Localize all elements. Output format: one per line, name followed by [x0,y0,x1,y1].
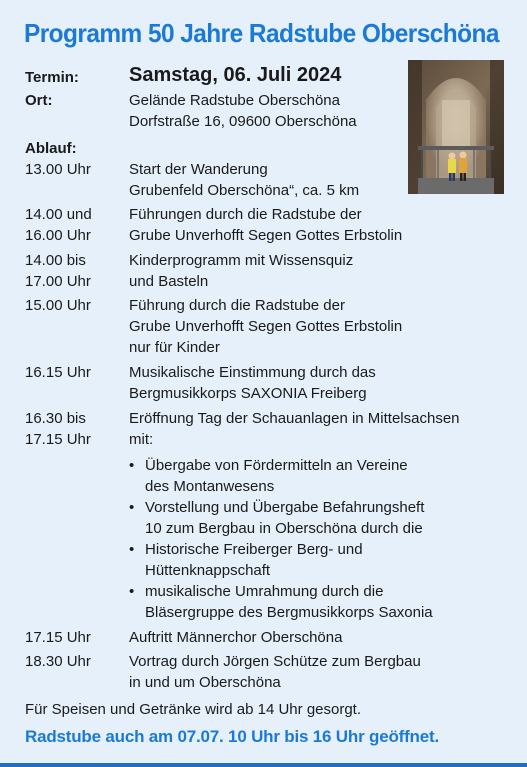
bullet-marker: • [129,583,135,600]
termin-label: Termin: [25,69,79,86]
schedule-text: Vortrag durch Jörgen Schütze zum Bergbau [129,653,421,670]
schedule-text: Führungen durch die Radstube der [129,206,362,223]
schedule-time: 14.00 bis [25,252,86,269]
ablauf-label: Ablauf: [25,140,77,157]
schedule-text: mit: [129,431,154,448]
bullet-text: Vorstellung und Übergabe Befahrungsheft [145,499,425,516]
schedule-text: Start der Wanderung [129,161,268,178]
schedule-text: Eröffnung Tag der Schauanlagen in Mittelsachsen [129,410,460,427]
schedule-text: Kinderprogramm mit Wissensquiz [129,252,354,269]
schedule-text: Grube Unverhofft Segen Gottes Erbstolin [129,318,403,335]
schedule-time: 17.15 Uhr [25,629,91,646]
ort-line-1: Gelände Radstube Oberschöna [129,92,340,109]
schedule-time: 18.30 Uhr [25,653,91,670]
bullet-text: musikalische Umrahmung durch die [145,583,384,600]
schedule-time: 13.00 Uhr [25,161,91,178]
schedule-time: 15.00 Uhr [25,297,91,314]
schedule-time: 16.30 bis [25,410,86,427]
schedule-text: Musikalische Einstimmung durch das [129,364,376,381]
schedule-text: Grubenfeld Oberschöna“, ca. 5 km [129,182,360,199]
mine-photo [408,60,504,194]
ort-line-2: Dorfstraße 16, 09600 Oberschöna [129,113,357,130]
schedule-text: Führung durch die Radstube der [129,297,345,314]
bullet-marker: • [129,499,135,516]
schedule-text: und Basteln [129,273,209,290]
bullet-text: 10 zum Bergbau in Oberschöna durch die [145,520,423,537]
schedule-time: 14.00 und [25,206,92,223]
bullet-text: Hüttenknappschaft [145,562,271,579]
schedule-text: in und um Oberschöna [129,674,281,691]
bullet-text: des Montanwesens [145,478,275,495]
schedule-time: 16.00 Uhr [25,227,91,244]
bullet-marker: • [129,541,135,558]
ort-label: Ort: [25,92,53,109]
schedule-text: Auftritt Männerchor Oberschöna [129,629,343,646]
opening-hours-highlight: Radstube auch am 07.07. 10 Uhr bis 16 Uhr geöffnet. [25,727,439,746]
bullet-text: Historische Freiberger Berg- und [145,541,363,558]
schedule-time: 16.15 Uhr [25,364,91,381]
schedule-text: Grube Unverhofft Segen Gottes Erbstolin [129,227,403,244]
termin-date: Samstag, 06. Juli 2024 [129,64,342,86]
catering-note: Für Speisen und Getränke wird ab 14 Uhr gesorgt. [25,701,362,718]
schedule-text: Bergmusikkorps SAXONIA Freiberg [129,385,367,402]
schedule-time: 17.15 Uhr [25,431,91,448]
page-title: Programm 50 Jahre Radstube Oberschöna [24,18,499,48]
bullet-text: Bläsergruppe des Bergmusikkorps Saxonia [145,604,433,621]
bullet-text: Übergabe von Fördermitteln an Vereine [145,457,408,474]
schedule-text: nur für Kinder [129,339,220,356]
schedule-time: 17.00 Uhr [25,273,91,290]
bullet-marker: • [129,457,135,474]
